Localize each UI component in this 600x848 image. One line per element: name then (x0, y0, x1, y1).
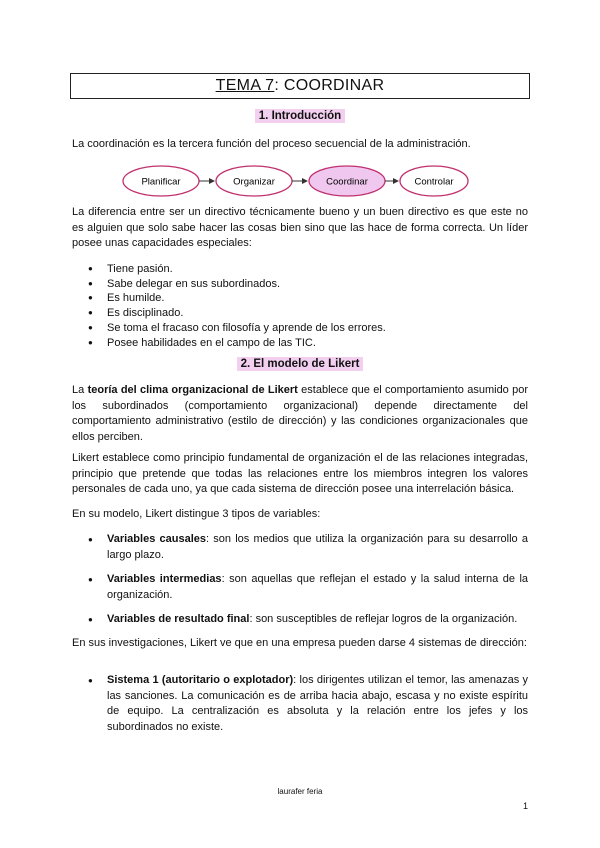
flow-label-organizar: Organizar (233, 176, 275, 188)
intro-paragraph: La coordinación es la tercera función del proceso secuencial de la administración. (72, 138, 471, 150)
admin-process-diagram (120, 161, 470, 203)
leader-traits-list (88, 262, 528, 350)
title-rest: : COORDINAR (274, 77, 385, 94)
list-item: ● Sabe delegar en sus subordinados. (88, 277, 528, 292)
section-heading-likert: 2. El modelo de Likert (0, 358, 600, 370)
footer-author: laurafer feria (277, 787, 323, 796)
list-item: ● Es humilde. (88, 291, 528, 306)
integrated-relations-paragraph: Likert establece como principio fundamental de organización el de las relaciones integradas, principio que pretende que todas las relaciones entre los miembros integren los valores personales de cada uno, ya que cada sistema de dirección posee una interrelación básica. (72, 452, 528, 495)
flow-label-controlar: Controlar (414, 176, 454, 188)
variables-intro: En su modelo, Likert distingue 3 tipos de variables: (72, 508, 321, 520)
systems-intro: En sus investigaciones, Likert ve que en una empresa pueden darse 4 sistemas de dirección: (72, 637, 527, 649)
page-title (70, 73, 530, 99)
title-prefix: TEMA 7 (215, 77, 275, 94)
section-heading-intro: 1. Introducción (0, 110, 600, 122)
variable-item-resultado: ● Variables de resultado final: son susceptibles de reflejar logros de la organización. (88, 613, 518, 625)
list-item: ● Se toma el fracaso con filosofía y aprende de los errores. (88, 321, 528, 336)
variable-item-intermedias: ● Variables intermedias: son aquellas que reflejan el estado y la salud interna de la organización. (88, 573, 529, 601)
flow-label-coordinar: Coordinar (326, 176, 368, 188)
list-item: ● Tiene pasión. (88, 262, 528, 277)
list-item: ● Posee habilidades en el campo de las TIC. (88, 336, 528, 351)
system-item-1: ● Sistema 1 (autoritario o explotador): los dirigentes utilizan el temor, las amenazas y las sanciones. La comunicación es de arriba hacia abajo, escasa y no existe espíritu de equipo. La centralización es absoluta y la relación entre los jefes y los subordinados no existe. (88, 674, 528, 733)
list-item: ● Es disciplinado. (88, 306, 528, 321)
likert-theory-paragraph: La teoría del clima organizacional de Likert establece que el comportamiento asumido por los subordinados (comportamiento organizacional) depende directamente del comportamiento administrativo (estilo de dirección) y las condiciones organizacionales que ellos perciben. (72, 384, 528, 443)
likert-theory-term: teoría del clima organizacional de Likert (87, 384, 298, 396)
leader-paragraph: La diferencia entre ser un directivo técnicamente bueno y un buen directivo es que este no es alguien que solo sabe hacer las cosas bien sino que las hace de forma correcta. Un líder posee unas capacidades especiales: (72, 206, 528, 249)
page-number: 1 (523, 801, 529, 811)
flow-label-planificar: Planificar (141, 176, 181, 188)
variable-item-causales: ● Variables causales: son los medios que utiliza la organización para su desarrollo a largo plazo. (88, 533, 528, 561)
